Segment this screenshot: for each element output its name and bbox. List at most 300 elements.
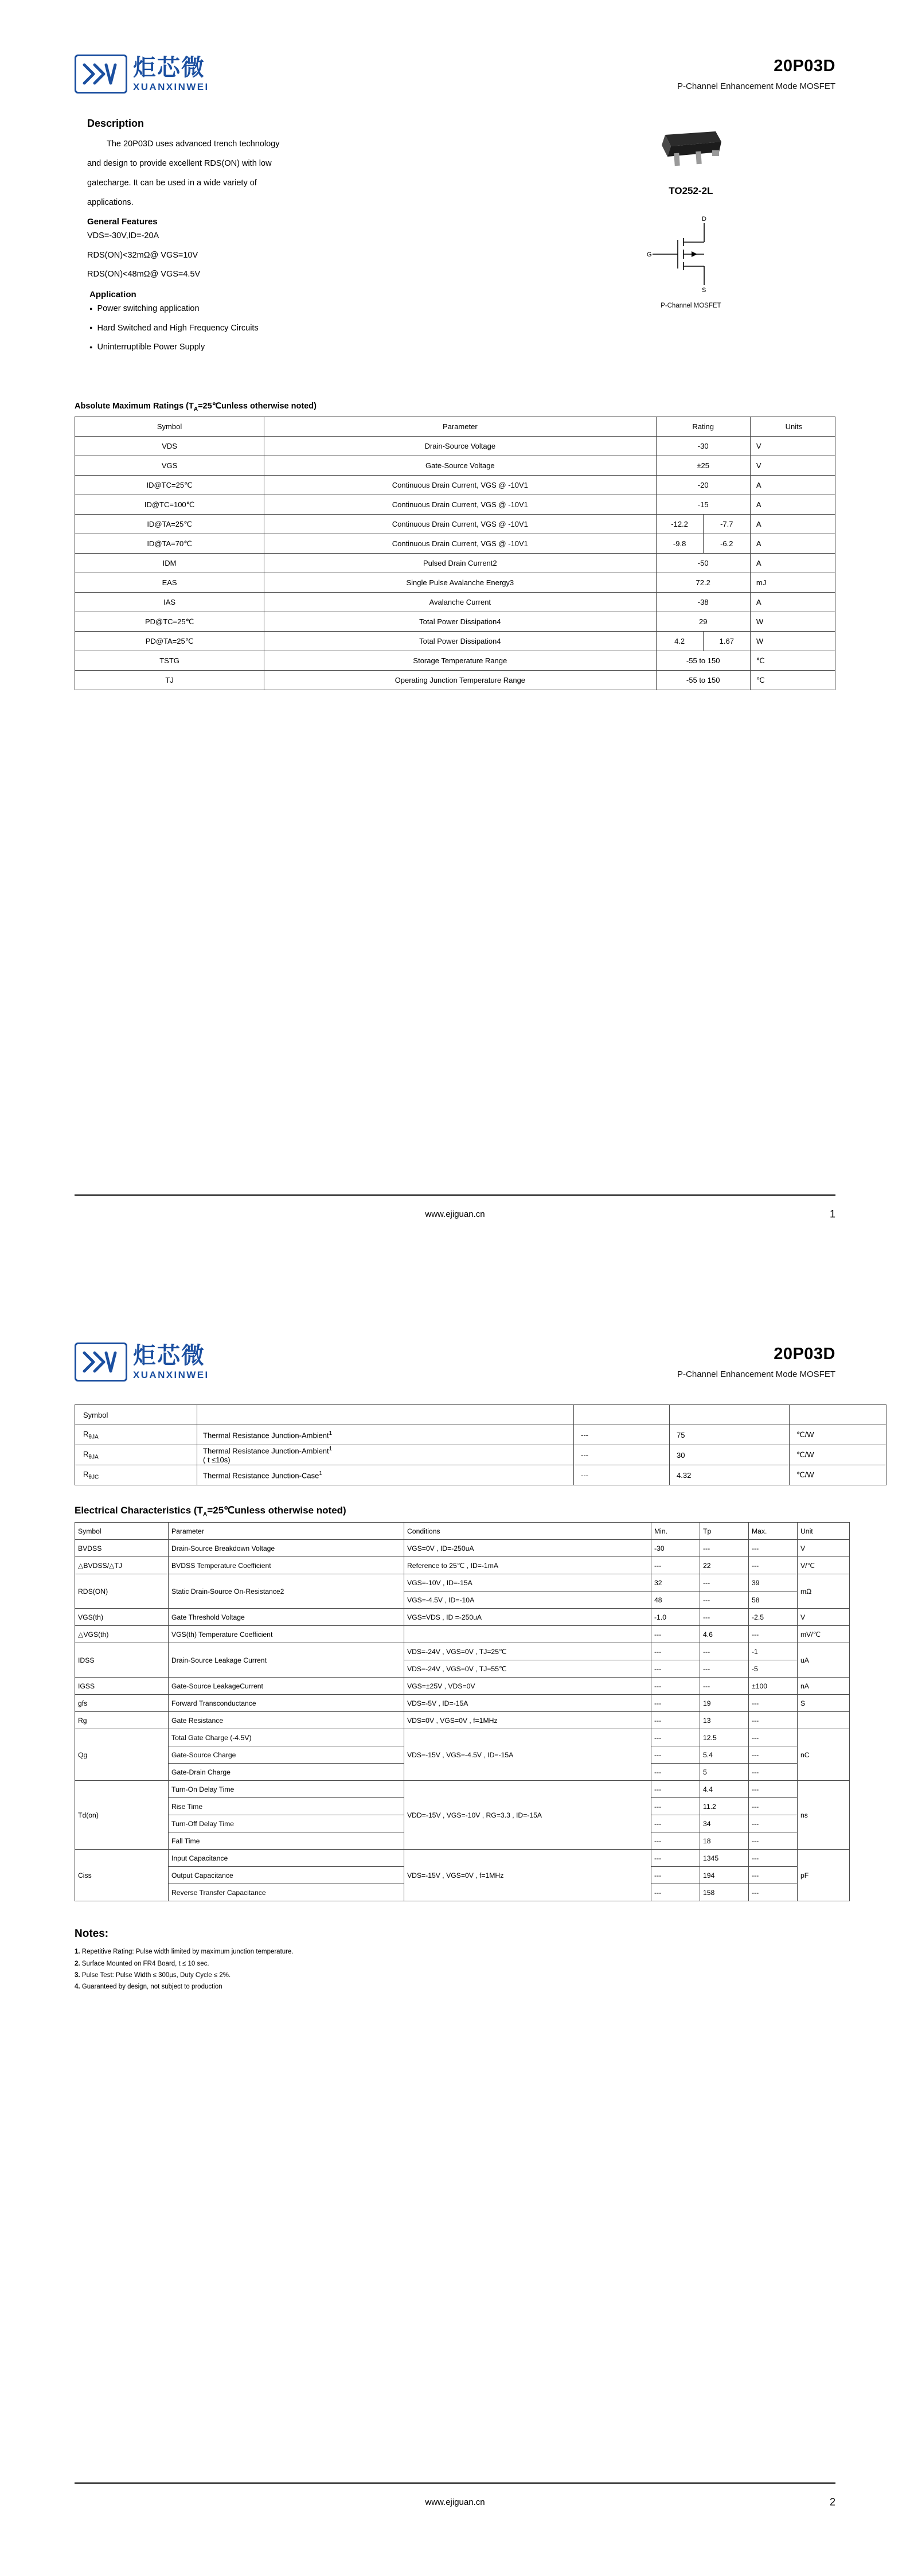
cell-typ: 13 bbox=[700, 1712, 749, 1729]
thermal-symbol-main: R bbox=[83, 1449, 89, 1458]
page-number-1: 1 bbox=[829, 1208, 835, 1220]
table-row bbox=[75, 1643, 850, 1660]
table-row bbox=[75, 1574, 850, 1591]
description-text-1: The 20P03D uses advanced trench technology bbox=[107, 139, 280, 149]
application-item-1: ● Power switching application bbox=[89, 299, 546, 318]
cell-typ: 75 bbox=[670, 1425, 790, 1445]
cell-symbol: EAS bbox=[75, 573, 264, 593]
table-row bbox=[75, 1540, 850, 1557]
cell-rating-2: 1.67 bbox=[703, 632, 750, 651]
cell-conditions: VDS=-5V , ID=-15A bbox=[404, 1695, 651, 1712]
svg-text:S: S bbox=[701, 287, 706, 294]
cell-parameter: Turn-Off Delay Time bbox=[169, 1815, 404, 1832]
cell-typ: 4.6 bbox=[700, 1626, 749, 1643]
cell-symbol: TSTG bbox=[75, 651, 264, 671]
cell-typ: 194 bbox=[700, 1867, 749, 1884]
cell-conditions: Reference to 25℃ , ID=-1mA bbox=[404, 1557, 651, 1574]
cell-symbol: Rg bbox=[75, 1712, 169, 1729]
cell-unit: nA bbox=[798, 1678, 850, 1695]
cell-unit: A bbox=[750, 554, 835, 573]
cell-max: -1 bbox=[749, 1643, 798, 1660]
cell-parameter: Continuous Drain Current, VGS @ -10V1 bbox=[264, 534, 656, 554]
table-row bbox=[75, 1781, 850, 1798]
cell-rating: -55 to 150 bbox=[656, 671, 750, 690]
company-logo bbox=[75, 55, 209, 94]
abs-max-title bbox=[75, 402, 835, 413]
cell-min: --- bbox=[651, 1626, 700, 1643]
table-row bbox=[75, 534, 835, 554]
cell-conditions: VDS=-24V , VGS=0V , TJ=55℃ bbox=[404, 1660, 651, 1678]
col-rating: Rating bbox=[656, 417, 750, 437]
cell-min: --- bbox=[651, 1867, 700, 1884]
cell-conditions: VDS=-15V , VGS=0V , f=1MHz bbox=[404, 1850, 651, 1901]
table-row bbox=[75, 1695, 850, 1712]
cell-symbol: PD@TA=25℃ bbox=[75, 632, 264, 651]
feature-item-2: RDS(ON)<32mΩ@ VGS=10V bbox=[87, 250, 198, 260]
cell-max: --- bbox=[749, 1557, 798, 1574]
ec-title-sub: A bbox=[202, 1511, 208, 1518]
cell-min: --- bbox=[651, 1729, 700, 1746]
cell-unit: ns bbox=[798, 1781, 850, 1850]
cell-typ: 158 bbox=[700, 1884, 749, 1901]
cell-parameter: Gate-Drain Charge bbox=[169, 1764, 404, 1781]
cell-unit: nC bbox=[798, 1729, 850, 1781]
cell-symbol: TJ bbox=[75, 671, 264, 690]
cell-min: -30 bbox=[651, 1540, 700, 1557]
cell-parameter: Forward Transconductance bbox=[169, 1695, 404, 1712]
cell-unit: V bbox=[798, 1609, 850, 1626]
cell-rating: -50 bbox=[656, 554, 750, 573]
cell-conditions bbox=[404, 1626, 651, 1643]
table-row bbox=[75, 1425, 886, 1445]
thermal-symbol-sub: θJA bbox=[88, 1454, 99, 1461]
cell-conditions: VGS=0V , ID=-250uA bbox=[404, 1540, 651, 1557]
note-text: Pulse Test: Pulse Width ≤ 300µs, Duty Cycle ≤ 2%. bbox=[81, 1971, 231, 1979]
cell-min: --- bbox=[651, 1764, 700, 1781]
cell-typ: --- bbox=[700, 1678, 749, 1695]
package-name: TO252-2L bbox=[669, 185, 713, 196]
cell-parameter: Storage Temperature Range bbox=[264, 651, 656, 671]
cell-unit: pF bbox=[798, 1850, 850, 1901]
abs-max-title-text: Absolute Maximum Ratings (T bbox=[75, 402, 194, 411]
cell-unit: ℃/W bbox=[790, 1425, 886, 1445]
cell-unit: mV/℃ bbox=[798, 1626, 850, 1643]
cell-max: --- bbox=[749, 1729, 798, 1746]
cell-parameter: Output Capacitance bbox=[169, 1867, 404, 1884]
table-row bbox=[75, 632, 835, 651]
note-number: 1. bbox=[75, 1948, 80, 1956]
cell-typ: 30 bbox=[670, 1445, 790, 1465]
cell-rating-1: -12.2 bbox=[656, 515, 703, 534]
cell-max: --- bbox=[749, 1832, 798, 1850]
cell-min: --- bbox=[651, 1643, 700, 1660]
electrical-characteristics-title bbox=[75, 1505, 835, 1517]
table-row bbox=[75, 1729, 850, 1746]
thermal-symbol-sub: θJC bbox=[88, 1474, 99, 1481]
thermal-parameter-text: Thermal Resistance Junction-Ambient bbox=[203, 1431, 329, 1440]
cell-parameter: Single Pulse Avalanche Energy3 bbox=[264, 573, 656, 593]
ec-col-min: Min. bbox=[651, 1523, 700, 1540]
cell-rating: -30 bbox=[656, 437, 750, 456]
cell-unit: A bbox=[750, 534, 835, 554]
note-item bbox=[75, 1970, 835, 1981]
cell-symbol: VGS(th) bbox=[75, 1609, 169, 1626]
cell-unit: W bbox=[750, 632, 835, 651]
cell-typ: 5 bbox=[700, 1764, 749, 1781]
cell-max: --- bbox=[749, 1867, 798, 1884]
cell-rating-1: -9.8 bbox=[656, 534, 703, 554]
cell-symbol bbox=[75, 1445, 197, 1465]
cell-typ: 4.4 bbox=[700, 1781, 749, 1798]
table-row bbox=[75, 1609, 850, 1626]
col-parameter: Parameter bbox=[264, 417, 656, 437]
table-row bbox=[75, 1678, 850, 1695]
cell-max: --- bbox=[749, 1764, 798, 1781]
cell-max: --- bbox=[749, 1695, 798, 1712]
cell-unit bbox=[798, 1712, 850, 1729]
svg-text:D: D bbox=[701, 216, 706, 223]
part-number-2: 20P03D bbox=[774, 1345, 835, 1363]
cell-unit: V bbox=[750, 456, 835, 476]
cell-max: -2.5 bbox=[749, 1609, 798, 1626]
table-row bbox=[75, 1465, 886, 1485]
footer-divider bbox=[75, 1194, 835, 1196]
logo-english-name-2: XUANXINWEI bbox=[133, 1369, 209, 1380]
description-line-2: and design to provide excellent RDS(ON) with low bbox=[87, 159, 272, 169]
page-header bbox=[75, 0, 835, 94]
cell-rating: 29 bbox=[656, 612, 750, 632]
description-line-3: gatecharge. It can be used in a wide variety of bbox=[87, 178, 257, 188]
thermal-col-symbol: Symbol bbox=[75, 1405, 197, 1425]
cell-rating: ±25 bbox=[656, 456, 750, 476]
cell-symbol: △VGS(th) bbox=[75, 1626, 169, 1643]
cell-rating: -15 bbox=[656, 495, 750, 515]
cell-parameter: Fall Time bbox=[169, 1832, 404, 1850]
cell-min: --- bbox=[574, 1445, 670, 1465]
cell-unit: A bbox=[750, 476, 835, 495]
thermal-symbol-main: R bbox=[83, 1429, 89, 1438]
part-subtitle-2: P-Channel Enhancement Mode MOSFET bbox=[677, 1369, 835, 1379]
cell-parameter: Operating Junction Temperature Range bbox=[264, 671, 656, 690]
table-row bbox=[75, 1557, 850, 1574]
thermal-parameter-sup: 1 bbox=[329, 1430, 333, 1437]
cell-parameter: Total Power Dissipation4 bbox=[264, 612, 656, 632]
abs-max-title-rest: =25℃unless otherwise noted) bbox=[198, 402, 317, 411]
cell-symbol: IAS bbox=[75, 593, 264, 612]
cell-typ: 5.4 bbox=[700, 1746, 749, 1764]
cell-parameter: Gate-Source LeakageCurrent bbox=[169, 1678, 404, 1695]
note-number: 4. bbox=[75, 1983, 80, 1990]
ec-col-max: Max. bbox=[749, 1523, 798, 1540]
cell-rating-2: -7.7 bbox=[703, 515, 750, 534]
cell-conditions: VGS=-10V , ID=-15A bbox=[404, 1574, 651, 1591]
table-row bbox=[75, 1445, 886, 1465]
cell-min: --- bbox=[651, 1712, 700, 1729]
feature-item-3: RDS(ON)<48mΩ@ VGS=4.5V bbox=[87, 269, 201, 279]
cell-min: --- bbox=[651, 1798, 700, 1815]
cell-unit: ℃ bbox=[750, 651, 835, 671]
package-photo bbox=[648, 128, 734, 173]
absolute-maximum-ratings-table bbox=[75, 417, 835, 690]
col-units: Units bbox=[750, 417, 835, 437]
note-text: Repetitive Rating: Pulse width limited by maximum junction temperature. bbox=[81, 1948, 294, 1956]
cell-conditions: VDS=-15V , VGS=-4.5V , ID=-15A bbox=[404, 1729, 651, 1781]
description-section bbox=[75, 118, 835, 357]
cell-conditions: VDS=-24V , VGS=0V , TJ=25℃ bbox=[404, 1643, 651, 1660]
cell-typ: 18 bbox=[700, 1832, 749, 1850]
cell-min: --- bbox=[574, 1465, 670, 1485]
footer-divider-2 bbox=[75, 2482, 835, 2484]
ec-col-conditions: Conditions bbox=[404, 1523, 651, 1540]
cell-min: -1.0 bbox=[651, 1609, 700, 1626]
cell-conditions: VGS=±25V , VDS=0V bbox=[404, 1678, 651, 1695]
logo-icon-2 bbox=[75, 1343, 127, 1382]
cell-unit: W bbox=[750, 612, 835, 632]
cell-min: --- bbox=[651, 1695, 700, 1712]
description-line-4: applications. bbox=[87, 198, 134, 208]
thermal-resistance-table bbox=[75, 1404, 886, 1485]
cell-min: --- bbox=[574, 1425, 670, 1445]
mosfet-symbol bbox=[546, 214, 835, 294]
notes-list bbox=[75, 1946, 835, 1993]
note-text: Guaranteed by design, not subject to production bbox=[81, 1983, 222, 1990]
cell-symbol: Qg bbox=[75, 1729, 169, 1781]
ec-header-row bbox=[75, 1523, 850, 1540]
cell-parameter: Total Gate Charge (-4.5V) bbox=[169, 1729, 404, 1746]
cell-symbol: VGS bbox=[75, 456, 264, 476]
cell-unit: ℃ bbox=[750, 671, 835, 690]
cell-unit: A bbox=[750, 495, 835, 515]
cell-typ: 12.5 bbox=[700, 1729, 749, 1746]
cell-conditions: VDS=0V , VGS=0V , f=1MHz bbox=[404, 1712, 651, 1729]
cell-typ: 4.32 bbox=[670, 1465, 790, 1485]
ec-col-symbol: Symbol bbox=[75, 1523, 169, 1540]
thermal-parameter-line2: ( t ≤10s) bbox=[203, 1455, 231, 1464]
cell-symbol: ID@TA=25℃ bbox=[75, 515, 264, 534]
electrical-characteristics-table bbox=[75, 1522, 850, 1901]
abs-max-section bbox=[75, 402, 835, 690]
cell-parameter: Turn-On Delay Time bbox=[169, 1781, 404, 1798]
cell-symbol: ID@TA=70℃ bbox=[75, 534, 264, 554]
table-row bbox=[75, 515, 835, 534]
cell-max: --- bbox=[749, 1781, 798, 1798]
cell-parameter: Gate-Source Charge bbox=[169, 1746, 404, 1764]
cell-unit: ℃/W bbox=[790, 1465, 886, 1485]
cell-parameter: Drain-Source Breakdown Voltage bbox=[169, 1540, 404, 1557]
table-row bbox=[75, 573, 835, 593]
thermal-symbol-main: R bbox=[83, 1469, 89, 1478]
cell-parameter: Drain-Source Voltage bbox=[264, 437, 656, 456]
cell-min: --- bbox=[651, 1815, 700, 1832]
cell-min: --- bbox=[651, 1746, 700, 1764]
cell-symbol: Ciss bbox=[75, 1850, 169, 1901]
logo-icon bbox=[75, 55, 127, 94]
page-1-footer bbox=[75, 1194, 835, 1219]
cell-parameter: Pulsed Drain Current2 bbox=[264, 554, 656, 573]
cell-max: ±100 bbox=[749, 1678, 798, 1695]
application-title: Application bbox=[89, 290, 136, 300]
thermal-parameter-text: Thermal Resistance Junction-Case bbox=[203, 1471, 319, 1480]
cell-unit: uA bbox=[798, 1643, 850, 1678]
cell-max: --- bbox=[749, 1815, 798, 1832]
cell-max: 39 bbox=[749, 1574, 798, 1591]
abs-max-title-sub: A bbox=[193, 406, 198, 413]
cell-min: --- bbox=[651, 1660, 700, 1678]
cell-parameter: Rise Time bbox=[169, 1798, 404, 1815]
cell-rating: -55 to 150 bbox=[656, 651, 750, 671]
cell-unit: S bbox=[798, 1695, 850, 1712]
cell-max: --- bbox=[749, 1626, 798, 1643]
footer-url-2[interactable]: www.ejiguan.cn bbox=[425, 2497, 485, 2507]
cell-max: --- bbox=[749, 1746, 798, 1764]
cell-unit: V/℃ bbox=[798, 1557, 850, 1574]
cell-typ: 34 bbox=[700, 1815, 749, 1832]
table-row bbox=[75, 1850, 850, 1867]
table-row bbox=[75, 593, 835, 612]
ec-title-rest: =25℃unless otherwise noted) bbox=[207, 1505, 346, 1516]
cell-typ: --- bbox=[700, 1660, 749, 1678]
thermal-col-min bbox=[574, 1405, 670, 1425]
cell-rating: -20 bbox=[656, 476, 750, 495]
cell-parameter bbox=[197, 1465, 574, 1485]
table-row bbox=[75, 437, 835, 456]
cell-typ: --- bbox=[700, 1574, 749, 1591]
cell-unit: ℃/W bbox=[790, 1445, 886, 1465]
thermal-symbol-sub: θJA bbox=[88, 1434, 99, 1441]
logo-english-name: XUANXINWEI bbox=[133, 81, 209, 92]
cell-symbol: gfs bbox=[75, 1695, 169, 1712]
thermal-col-parameter bbox=[197, 1405, 574, 1425]
cell-max: -5 bbox=[749, 1660, 798, 1678]
application-item-2: ● Hard Switched and High Frequency Circuits bbox=[89, 319, 546, 338]
page-2 bbox=[0, 1288, 910, 2576]
cell-symbol: IGSS bbox=[75, 1678, 169, 1695]
cell-max: --- bbox=[749, 1884, 798, 1901]
cell-typ: 11.2 bbox=[700, 1798, 749, 1815]
cell-typ: 1345 bbox=[700, 1850, 749, 1867]
thermal-parameter-sup: 1 bbox=[319, 1470, 322, 1477]
cell-parameter bbox=[197, 1445, 574, 1465]
cell-conditions: VGS=-4.5V , ID=-10A bbox=[404, 1591, 651, 1609]
cell-max: --- bbox=[749, 1540, 798, 1557]
application-item-3: ● Uninterruptible Power Supply bbox=[89, 338, 546, 357]
ec-title-text: Electrical Characteristics (T bbox=[75, 1505, 203, 1516]
logo-chinese-name: 炬芯微 bbox=[133, 55, 205, 81]
page-2-footer bbox=[75, 2482, 835, 2507]
thermal-parameter-text: Thermal Resistance Junction-Ambient bbox=[203, 1446, 329, 1456]
cell-max: --- bbox=[749, 1850, 798, 1867]
cell-parameter: Drain-Source Leakage Current bbox=[169, 1643, 404, 1678]
cell-parameter: BVDSS Temperature Coefficient bbox=[169, 1557, 404, 1574]
cell-symbol bbox=[75, 1465, 197, 1485]
cell-unit: A bbox=[750, 515, 835, 534]
cell-typ: --- bbox=[700, 1609, 749, 1626]
cell-min: --- bbox=[651, 1832, 700, 1850]
thermal-header-row bbox=[75, 1405, 886, 1425]
general-features-title: General Features bbox=[87, 217, 158, 227]
cell-symbol: △BVDSS/△TJ bbox=[75, 1557, 169, 1574]
cell-parameter bbox=[197, 1425, 574, 1445]
table-row bbox=[75, 671, 835, 690]
note-item bbox=[75, 1946, 835, 1958]
cell-unit: V bbox=[750, 437, 835, 456]
cell-symbol: RDS(ON) bbox=[75, 1574, 169, 1609]
cell-min: --- bbox=[651, 1781, 700, 1798]
cell-typ: --- bbox=[700, 1643, 749, 1660]
description-line-1 bbox=[87, 134, 546, 154]
thermal-col-unit bbox=[790, 1405, 886, 1425]
table-row bbox=[75, 612, 835, 632]
cell-max: --- bbox=[749, 1798, 798, 1815]
cell-symbol: VDS bbox=[75, 437, 264, 456]
cell-rating: -38 bbox=[656, 593, 750, 612]
note-item bbox=[75, 1958, 835, 1970]
cell-typ: 19 bbox=[700, 1695, 749, 1712]
cell-min: --- bbox=[651, 1884, 700, 1901]
company-logo-2 bbox=[75, 1343, 209, 1382]
table-row bbox=[75, 1712, 850, 1729]
footer-url[interactable]: www.ejiguan.cn bbox=[425, 1209, 485, 1219]
cell-symbol: Td(on) bbox=[75, 1781, 169, 1850]
symbol-caption: P-Channel MOSFET bbox=[661, 302, 721, 309]
table-row bbox=[75, 495, 835, 515]
page-number-2: 2 bbox=[829, 2496, 835, 2508]
table-row bbox=[75, 651, 835, 671]
cell-typ: --- bbox=[700, 1591, 749, 1609]
cell-parameter: VGS(th) Temperature Coefficient bbox=[169, 1626, 404, 1643]
cell-symbol: IDSS bbox=[75, 1643, 169, 1678]
thermal-col-typ bbox=[670, 1405, 790, 1425]
notes-title: Notes: bbox=[75, 1928, 109, 1940]
cell-parameter: Continuous Drain Current, VGS @ -10V1 bbox=[264, 515, 656, 534]
table-row bbox=[75, 456, 835, 476]
svg-text:G: G bbox=[646, 251, 652, 258]
part-subtitle: P-Channel Enhancement Mode MOSFET bbox=[677, 81, 835, 91]
cell-conditions: VGS=VDS , ID =-250uA bbox=[404, 1609, 651, 1626]
cell-max: 58 bbox=[749, 1591, 798, 1609]
cell-symbol: BVDSS bbox=[75, 1540, 169, 1557]
cell-parameter: Input Capacitance bbox=[169, 1850, 404, 1867]
ec-col-typ: Tp bbox=[700, 1523, 749, 1540]
cell-symbol: ID@TC=25℃ bbox=[75, 476, 264, 495]
note-number: 3. bbox=[75, 1971, 80, 1979]
cell-rating: 72.2 bbox=[656, 573, 750, 593]
cell-symbol: PD@TC=25℃ bbox=[75, 612, 264, 632]
cell-min: --- bbox=[651, 1557, 700, 1574]
part-number: 20P03D bbox=[774, 57, 835, 75]
cell-parameter: Avalanche Current bbox=[264, 593, 656, 612]
cell-min: --- bbox=[651, 1678, 700, 1695]
cell-symbol bbox=[75, 1425, 197, 1445]
thermal-parameter-sup: 1 bbox=[329, 1446, 333, 1453]
cell-min: --- bbox=[651, 1850, 700, 1867]
cell-min: 32 bbox=[651, 1574, 700, 1591]
cell-parameter: Total Power Dissipation4 bbox=[264, 632, 656, 651]
cell-rating-2: -6.2 bbox=[703, 534, 750, 554]
cell-rating-1: 4.2 bbox=[656, 632, 703, 651]
table-row bbox=[75, 476, 835, 495]
cell-typ: 22 bbox=[700, 1557, 749, 1574]
feature-item-1: VDS=-30V,ID=-20A bbox=[87, 231, 159, 241]
ec-col-parameter: Parameter bbox=[169, 1523, 404, 1540]
col-symbol: Symbol bbox=[75, 417, 264, 437]
cell-symbol: ID@TC=100℃ bbox=[75, 495, 264, 515]
cell-conditions: VDD=-15V , VGS=-10V , RG=3.3 , ID=-15A bbox=[404, 1781, 651, 1850]
note-text: Surface Mounted on FR4 Board, t ≤ 10 sec. bbox=[81, 1960, 209, 1967]
cell-max: --- bbox=[749, 1712, 798, 1729]
note-number: 2. bbox=[75, 1960, 80, 1967]
cell-typ: --- bbox=[700, 1540, 749, 1557]
